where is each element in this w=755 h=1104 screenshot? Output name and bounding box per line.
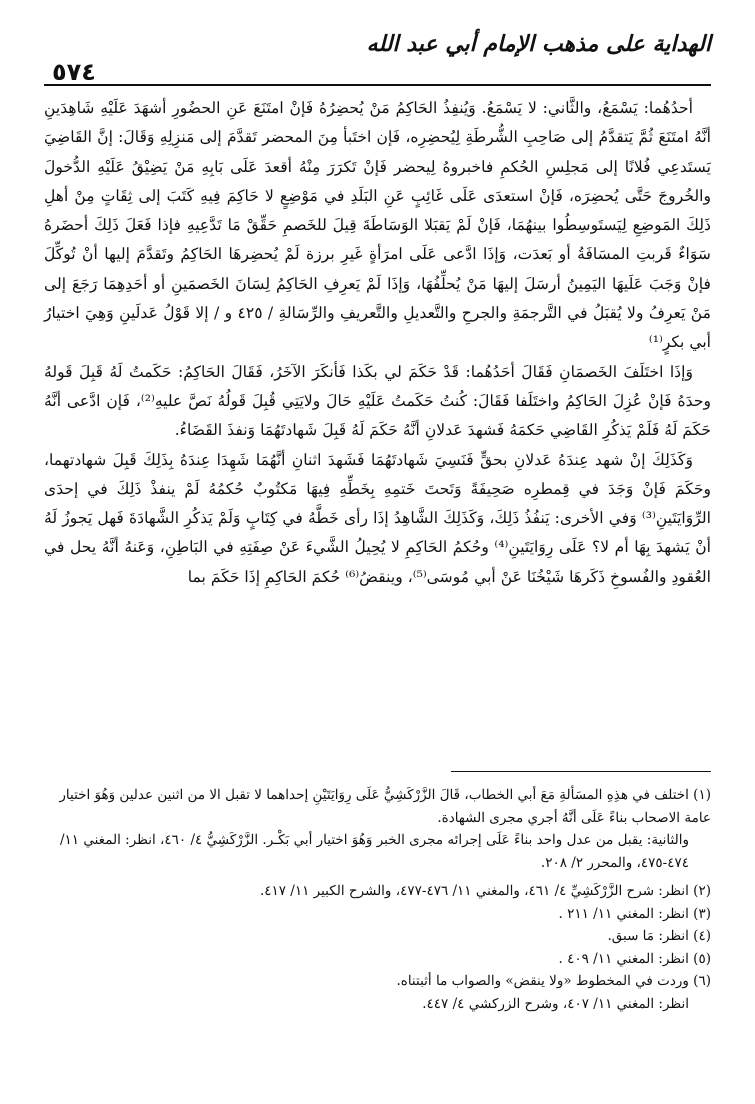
footnote: (٣) انظر: المغني ١١/ ٢١١ . (558, 905, 711, 922)
running-title: الهداية على مذهب الإمام أبي عبد الله (366, 32, 711, 57)
footnotes (44, 784, 711, 1015)
footnote-continuation: انظر: المغني ١١/ ٤٠٧، وشرح الزركشي ٤/ ٤٤٧. (422, 995, 689, 1012)
footnote: (٥) انظر: المغني ١١/ ٤٠٩ . (558, 950, 711, 967)
footnote: (٦) وردت في المخطوط «ولا ينقض» والصواب ما أثبتناه. (396, 973, 711, 989)
footnote: (١) اختلف في هذِهِ المسَألةِ مَعَ أبي الخطاب، قَالَ الزَّرْكَشِيُّ عَلَى رِوَايَتَيْنِ إحداهما لا تقبل الا من اثنين عدلين وَهُوَ اختيار عامة الاصحاب بناءً عَلَى أنَّهُ أجري مجرى الشهادة. (59, 787, 711, 826)
footnote: (٢) انظر: شرح الزَّرْكَشِيِّ ٤/ ٤٦١، والمغني ١١/ ٤٧٦-٤٧٧، والشرح الكبير ١١/ ٤١٧. (259, 883, 711, 899)
paragraph: وَإذَا اختَلَفَ الخَصمَانِ فَقَالَ أحَدُهُما: قَدْ حَكَمَ لي بكَذا فَأنكَرَ الآخَرُ، فَقَالَ الحَاكِمُ: حَكَمتُ لَهُ قَبِلَ قَولهُ وحدَهُ فَإنْ عُزِلَ الحَاكِمُ واختَلَفا فَقَالَ: كُنتُ حَكَمتُ عَلَيْهِ حَالَ ولايَتِي قُبِلَ قَولُهُ نَصَّ عليهِ⁽²⁾، فَإن ادَّعى أنَّهُ حَكَمَ لَهُ فَلَمْ يَذكُرِ القَاضِي حَكمَهُ فَشهدَ عَدلانِ أنَّهُ حَكَمَ لَهُ قَبِلَ شَهادتَهُمَا وَنفذَ القَضَاءُ. (44, 362, 711, 440)
main-text (44, 94, 711, 592)
footnote: (٤) انظر: مَا سبق. (607, 928, 711, 944)
paragraph: أحدُهُما: يَسْمَعُ، والثَّاني: لا يَسْمَعُ. وَيُنفِذُ الحَاكِمُ مَنْ يُحضِرُهُ فَإنْ امتَنَعَ عَنِ الحضُورِ أشهَدَ عَلَيْهِ شَاهِدَينِ أنَّهُ امتَنَعَ ثُمَّ يَتقدَّمُ إلى صَاحِبِ الشُّرطَةِ لِيُحضِرِه، فَإن اختَبأ مِنَ المحضر تَقدَّمَ إلى مَنزِلِهِ وَقَالَ: إنَّ القَاضِيَ يَستَدعِي فُلانًا إلى مَجلِسِ الحُكمِ فاخبروهُ لِيحضر فَإنْ تَكرَرَ مِنْهُ أقعدَ عَلَى بَابِهِ مَنْ يَضِيْقُ عَلَيْهِ الدُّخولَ والخُروجَ حَتَّى يُحضِرَه، فَإنْ استعدَى عَلَى غَائِبٍ عَنِ البَلَدِ في مَوْضِعٍ لا حَاكِمَ فِيهِ كَتَبَ إلى ثِقَاتٍ مِنْ أهلِ ذَلِكَ المَوضِعِ لِيَستَوسِطُوا بينهُمَا، فَإنْ لَمْ يَقبَلا الوَسَاطَةَ قِيلَ للخَصمِ حَقِّقْ مَا تَدَّعِيهِ فإذا فَعَلَ ذَلِكَ أحضَرهُ سَوَاءٌ قَربتِ المسَافَةُ أو بَعدَت، وَإذَا ادَّعى عَلَى امرَأةٍ غَيرِ برزة لَمْ يُحضِرهَا الحَاكِمُ وتَقدَّمَ إليها أنْ تُوكِّلَ فإنْ وَجَبَ عَلَيهَا اليَمِينُ أرسَلَ إليهَا مَنْ يُحلِّفُهَا، وَإذَا لَمْ يَعرِفِ الحَاكِمُ لِسَانَ الخَصمَينِ أو أحَدِهِمَا رَجَعَ إلى مَنْ يَعرِفُ ولا يُقبَلُ في التَّرجمَةِ والجرحِ والتَّعديلِ والتَّعريفِ والرِّسَالةِ / ٤٢٥ و / إلا قَوْلُ عَدلَينِ وَهِيَ اختيارُ أبي بكرٍ⁽¹⁾ (44, 99, 712, 352)
page-number: ٥٧٤ (52, 58, 96, 86)
footnote-separator (451, 771, 711, 772)
page-header (44, 28, 711, 86)
paragraph: وَكَذَلِكَ إنْ شهد عِندَهُ عَدلانِ بحقٍّ فَنَسِيَ شَهادتَهُمَا فَشَهدَ اثنانِ أنَّهُمَا شَهِدَا عِندَهُ بِذَلِكَ قَبِلَ شهادتهما، وحَكَمَ فَإنْ وَجَدَ في قِمطرِه صَحِيفَةً وَتَحتَ خَتمِهِ بِخَطِّهِ فِيهَا مَكتُوبٌ حُكمُهُ لَمْ ينفذْ ذَلِكَ في إحدَى الرِّوَايَتَينِ⁽³⁾ وَفي الأخرى: يَنفُذُ ذَلِكَ، وَكَذَلِكَ الشَّاهِدُ إذَا رأى خَطَّهُ في كِتَابٍ وَلَمْ يَذكُرِ الشَّهادَةَ فَهل يَجوزُ لَهُ أنْ يَشهدَ بِهَا أم لا؟ عَلَى رِوَايَتَينِ⁽⁴⁾ وحُكمُ الحَاكِمِ لا يُحِيلُ الشَّيءَ عَنْ صِفَتِهِ في البَاطِنِ، وَعَنهُ أنَّهُ يحل في العُقودِ والفُسوخِ ذَكَرهَا شَيْخُنَا عَنْ أبي مُوسَى⁽⁵⁾، وينقضُ⁽⁶⁾ حُكمَ الحَاكِمِ إذَا حَكَمَ بما (44, 450, 711, 586)
footnote-continuation: والثانية: يقبل من عدل واحد بناءً عَلَى إجرائه مجرى الخبر وَهُوَ اختيار أبي بَكْـر. الزَّرْكَشِيُّ ٤/ ٤٦٠، انظر: المغني ١١/ ٤٧٤-٤٧٥، والمحرر ٢/ ٢٠٨. (59, 832, 689, 871)
header-rule (44, 84, 711, 86)
